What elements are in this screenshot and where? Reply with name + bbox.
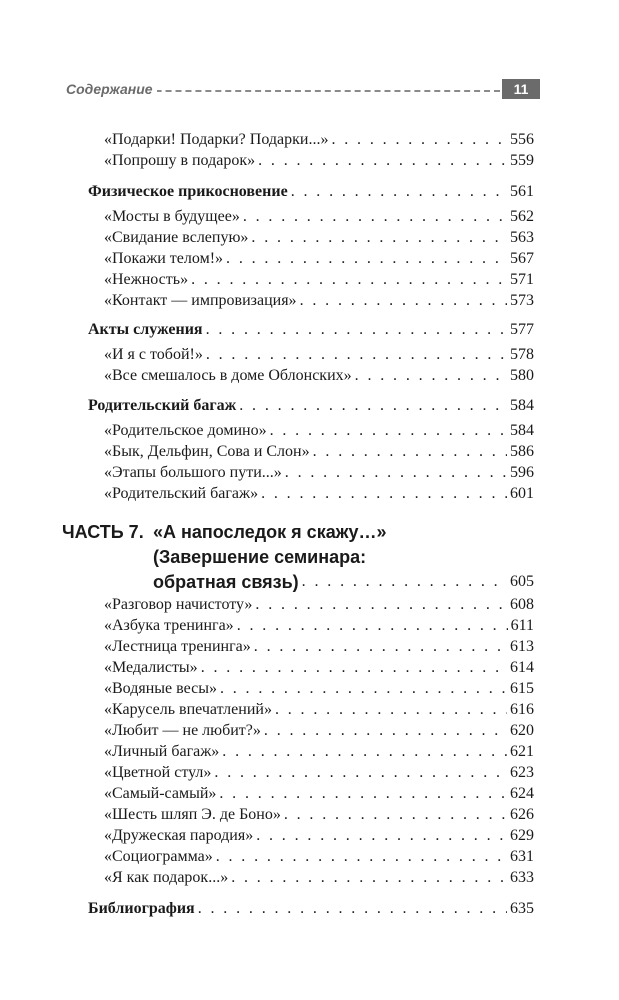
- toc-item-title: «Азбука тренинга»: [104, 617, 234, 634]
- toc-item[interactable]: [104, 741, 534, 762]
- toc-item[interactable]: [104, 867, 534, 888]
- toc-item[interactable]: [104, 441, 534, 462]
- toc-item[interactable]: [104, 344, 534, 365]
- dot-leader: [258, 150, 507, 171]
- toc-item-title: «Разговор начистоту»: [104, 596, 253, 613]
- toc-item[interactable]: [104, 678, 534, 699]
- toc-section-title: Физическое прикосновение: [88, 183, 288, 200]
- toc-item-title: «И я с тобой!»: [104, 346, 203, 363]
- header-page-number: 11: [502, 79, 540, 99]
- toc-item-title: «Нежность»: [104, 271, 189, 288]
- dot-leader: [256, 825, 507, 846]
- toc-part7[interactable]: [153, 570, 534, 594]
- dot-leader: [239, 395, 507, 416]
- toc-item[interactable]: [104, 594, 534, 615]
- toc-item[interactable]: [104, 462, 534, 483]
- toc-item-title: «Попрошу в подарок»: [104, 152, 256, 169]
- dot-leader: [231, 867, 507, 888]
- toc-item[interactable]: [104, 636, 534, 657]
- toc-item[interactable]: [104, 483, 534, 504]
- dot-leader: [219, 783, 507, 804]
- toc-item-title: «Водяные весы»: [104, 680, 217, 697]
- toc-item-page: 567: [510, 250, 534, 267]
- toc-item-title: «Все смешалось в доме Облонских»: [104, 367, 352, 384]
- toc-item-title: «Этапы большого пути...»: [104, 464, 282, 481]
- toc-item-page: 559: [510, 152, 534, 169]
- toc-part-page: 605: [510, 573, 534, 590]
- dot-leader: [206, 344, 507, 365]
- dot-leader: [214, 762, 507, 783]
- toc-item-title: «Социограмма»: [104, 848, 213, 865]
- toc-item[interactable]: [104, 129, 534, 150]
- toc-item-page: 596: [510, 464, 534, 481]
- toc-section-page: 635: [510, 900, 534, 917]
- toc-item-page: 615: [510, 680, 534, 697]
- toc-item[interactable]: [104, 227, 534, 248]
- toc-section-acts-of-service[interactable]: [88, 319, 534, 340]
- toc-item-title: «Дружеская пародия»: [104, 827, 254, 844]
- toc-item-page: 613: [510, 638, 534, 655]
- toc-item-page: 616: [510, 701, 534, 718]
- toc-item[interactable]: [104, 846, 534, 867]
- toc-item[interactable]: [104, 248, 534, 269]
- dot-leader: [331, 129, 507, 150]
- running-header: [66, 79, 540, 101]
- dot-leader: [201, 657, 507, 678]
- dot-leader: [355, 365, 507, 386]
- toc-item-page: 573: [510, 292, 534, 309]
- dot-leader: [285, 462, 507, 483]
- toc-item-page: 624: [510, 785, 534, 802]
- toc-section-parental-baggage[interactable]: [88, 395, 534, 416]
- dot-leader: [275, 699, 507, 720]
- toc-item-page: 608: [510, 596, 534, 613]
- part7-title-line2: (Завершение семинара:: [153, 547, 367, 567]
- header-title: Содержание: [66, 81, 157, 97]
- toc-item-title: «Подарки! Подарки? Подарки...»: [104, 131, 329, 148]
- toc-item[interactable]: [104, 804, 534, 825]
- toc-section-page: 561: [510, 183, 534, 200]
- toc-item-title: «Цветной стул»: [104, 764, 212, 781]
- toc-item[interactable]: [104, 783, 534, 804]
- dot-leader: [226, 248, 507, 269]
- toc-item-page: 629: [510, 827, 534, 844]
- dot-leader: [222, 741, 507, 762]
- toc-item-title: «Личный багаж»: [104, 743, 220, 760]
- toc-item-title: «Родительское домино»: [104, 422, 267, 439]
- toc-item-page: 623: [510, 764, 534, 781]
- toc-bibliography[interactable]: [88, 898, 534, 919]
- toc-item-page: 571: [510, 271, 534, 288]
- dot-leader: [300, 290, 507, 311]
- toc-section-title: Родительский багаж: [88, 397, 237, 414]
- dot-leader: [254, 636, 507, 657]
- toc-item-page: 626: [510, 806, 534, 823]
- toc-item-title: «Бык, Дельфин, Сова и Слон»: [104, 443, 310, 460]
- toc-item[interactable]: [104, 269, 534, 290]
- toc-item-page: 580: [510, 367, 534, 384]
- toc-item[interactable]: [104, 825, 534, 846]
- toc-item-title: «Медалисты»: [104, 659, 198, 676]
- toc-section-page: 584: [510, 397, 534, 414]
- toc-item-page: 611: [510, 617, 534, 634]
- toc-item-title: «Я как подарок...»: [104, 869, 229, 886]
- toc-item[interactable]: [104, 420, 534, 441]
- toc-item[interactable]: [104, 615, 534, 636]
- toc-item-title: «Контакт — импровизация»: [104, 292, 297, 309]
- toc-item-title: «Родительский багаж»: [104, 485, 259, 502]
- toc-item-title: «Мосты в будущее»: [104, 208, 240, 225]
- toc-item[interactable]: [104, 365, 534, 386]
- toc-item-title: «Любит — не любит?»: [104, 722, 261, 739]
- toc-item-page: 586: [510, 443, 534, 460]
- toc-item-page: 584: [510, 422, 534, 439]
- toc-item-page: 633: [510, 869, 534, 886]
- dot-leader: [261, 483, 507, 504]
- dot-leader: [191, 269, 507, 290]
- toc-section-title: Акты служения: [88, 321, 203, 338]
- toc-item[interactable]: [104, 150, 534, 171]
- toc-item[interactable]: [104, 657, 534, 678]
- toc-item-page: 562: [510, 208, 534, 225]
- dot-leader: [284, 804, 507, 825]
- part7-label: ЧАСТЬ 7.: [62, 522, 144, 542]
- dot-leader: [255, 594, 507, 615]
- toc-item-page: 578: [510, 346, 534, 363]
- toc-item-title: «Свидание вслепую»: [104, 229, 249, 246]
- toc-item-page: 614: [510, 659, 534, 676]
- dot-leader: [237, 615, 508, 636]
- dot-leader: [220, 678, 507, 699]
- dot-leader: [243, 206, 507, 227]
- toc-item-page: 601: [510, 485, 534, 502]
- part7-title-line1: «А напоследок я скажу…»: [153, 522, 387, 542]
- toc-item-title: «Карусель впечатлений»: [104, 701, 272, 718]
- dot-leader: [251, 227, 507, 248]
- toc-item[interactable]: [104, 206, 534, 227]
- dot-leader: [302, 570, 507, 594]
- toc-item[interactable]: [104, 720, 534, 741]
- toc-item-page: 556: [510, 131, 534, 148]
- dot-leader: [270, 420, 507, 441]
- dot-leader: [291, 181, 507, 202]
- dot-leader: [313, 441, 507, 462]
- toc-section-title: Библиография: [88, 900, 195, 917]
- toc-item[interactable]: [104, 762, 534, 783]
- toc-item-page: 563: [510, 229, 534, 246]
- dot-leader: [216, 846, 507, 867]
- toc-item-page: 621: [510, 743, 534, 760]
- toc-item-page: 631: [510, 848, 534, 865]
- toc-item-page: 620: [510, 722, 534, 739]
- dot-leader: [206, 319, 507, 340]
- toc-section-page: 577: [510, 321, 534, 338]
- toc-item[interactable]: [104, 290, 534, 311]
- toc-section-physical-touch[interactable]: [88, 181, 534, 202]
- toc-item-title: «Лестница тренинга»: [104, 638, 251, 655]
- toc-item-title: «Шесть шляп Э. де Боно»: [104, 806, 281, 823]
- toc-item-title: «Самый-самый»: [104, 785, 217, 802]
- part7-title-line3: обратная связь): [153, 572, 299, 592]
- toc-item[interactable]: [104, 699, 534, 720]
- dot-leader: [264, 720, 507, 741]
- toc-item-title: «Покажи телом!»: [104, 250, 224, 267]
- dot-leader: [198, 898, 507, 919]
